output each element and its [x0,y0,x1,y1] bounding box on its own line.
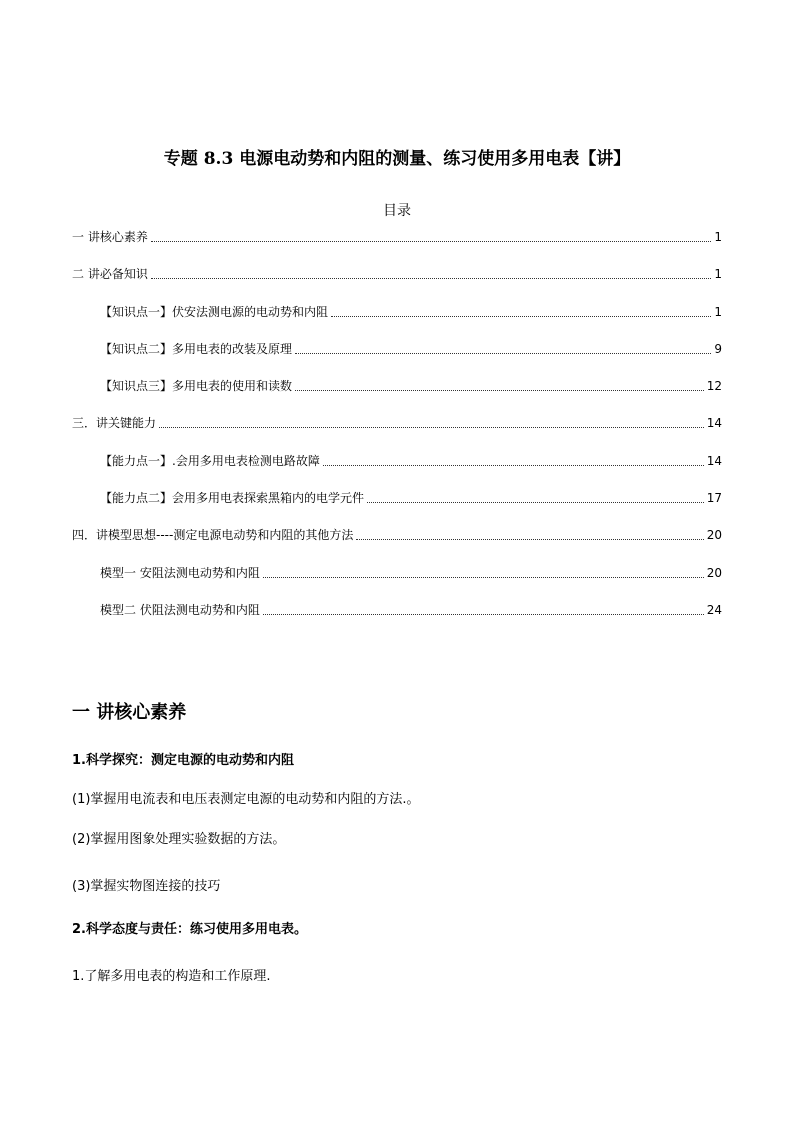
toc-entry-page: 14 [706,454,722,468]
toc-entry-page: 20 [706,528,722,542]
paragraph: (1)掌握用电流表和电压表测定电源的电动势和内阻的方法.。 [72,792,420,807]
toc-entry-page: 1 [714,267,722,281]
toc-leader-dots [323,465,704,466]
document-title: 专题 8.3 电源电动势和内阻的测量、练习使用多用电表【讲】 [163,149,631,169]
paragraph: (3)掌握实物图连接的技巧 [72,879,221,894]
toc-entry[interactable] [100,341,722,357]
toc-entry-label: 一 讲核心素养 [72,230,148,244]
toc-entry-label: 模型一 安阻法测电动势和内阻 [100,566,260,580]
toc-leader-dots [295,390,704,391]
toc-entry-label: 【能力点一】.会用多用电表检测电路故障 [100,454,320,468]
toc-entry-page: 1 [714,305,722,319]
toc-entry[interactable] [72,266,722,282]
toc-entry[interactable] [100,453,722,469]
toc-entry[interactable] [100,602,722,618]
toc-entry-label: 四．讲模型思想----测定电源电动势和内阻的其他方法 [72,528,354,542]
toc-entry-label: 三．讲关键能力 [72,416,157,430]
toc-entry-label: 【知识点一】伏安法测电源的电动势和内阻 [100,305,329,319]
toc-leader-dots [151,278,712,279]
toc-entry[interactable] [72,415,722,431]
toc-entry-page: 20 [706,566,722,580]
toc-leader-dots [151,241,712,242]
subheading: 1.科学探究：测定电源的电动势和内阻 [72,753,294,768]
toc-leader-dots [331,316,711,317]
toc-leader-dots [263,577,704,578]
toc-heading: 目录 [383,203,411,219]
toc-entry-label: 【知识点三】多用电表的使用和读数 [100,379,293,393]
toc-entry-page: 17 [706,491,722,505]
toc-entry[interactable] [100,304,722,320]
toc-entry[interactable] [100,378,722,394]
toc-entry-label: 模型二 伏阻法测电动势和内阻 [100,603,260,617]
paragraph: 1.了解多用电表的构造和工作原理. [72,969,271,984]
paragraph: (2)掌握用图象处理实验数据的方法。 [72,832,286,847]
toc-entry-label: 【知识点二】多用电表的改装及原理 [100,342,293,356]
toc-entry-page: 14 [706,416,722,430]
toc-leader-dots [367,502,704,503]
toc-entry-page: 24 [706,603,722,617]
toc-entry-label: 二 讲必备知识 [72,267,148,281]
toc-entry-page: 12 [706,379,722,393]
toc-entry-page: 9 [714,342,722,356]
toc-entry[interactable] [72,527,722,543]
toc-entry-label: 【能力点二】会用多用电表探索黑箱内的电学元件 [100,491,365,505]
subheading: 2.科学态度与责任：练习使用多用电表。 [72,922,307,937]
section-heading: 一 讲核心素养 [72,702,187,723]
toc-entry[interactable] [100,490,722,506]
toc-leader-dots [263,614,704,615]
toc-entry[interactable] [100,565,722,581]
toc-leader-dots [356,539,703,540]
toc-leader-dots [159,427,704,428]
toc-entry-page: 1 [714,230,722,244]
toc-entry[interactable] [72,229,722,245]
toc-leader-dots [295,353,711,354]
